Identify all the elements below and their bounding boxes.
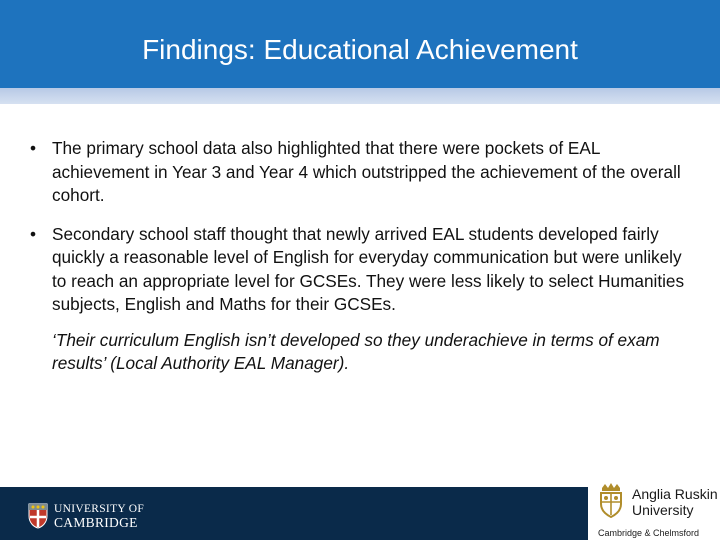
cambridge-logo bbox=[28, 503, 188, 529]
title-divider-stripe bbox=[0, 88, 720, 104]
bullet-marker: • bbox=[30, 223, 37, 244]
bullet-item bbox=[30, 137, 700, 208]
bullet-text: The primary school data also highlighted that there were pockets of EAL achievement in Year 3 and Year 4 which outstripped the achievement of the overall cohort. bbox=[52, 138, 681, 205]
bullet-item bbox=[30, 223, 700, 317]
anglia-ruskin-line1: Anglia Ruskin bbox=[632, 486, 718, 502]
anglia-ruskin-line2: University bbox=[632, 502, 694, 518]
cambridge-line1: UNIVERSITY OF bbox=[54, 503, 145, 515]
anglia-ruskin-logo bbox=[588, 478, 720, 540]
bullet-text: Secondary school staff thought that newly arrived EAL students developed fairly quickly a reasonable level of English for everyday communication but were unlikely to reach an appropriate level for GCSEs. They were less likely to select Humanities subjects, English and Maths for their GCSEs. bbox=[52, 223, 685, 314]
slide-title: Findings: Educational Achievement bbox=[142, 34, 578, 65]
bullet-marker: • bbox=[30, 138, 37, 158]
cambridge-line2: CAMBRIDGE bbox=[54, 515, 138, 530]
anglia-ruskin-crest-icon bbox=[596, 482, 626, 518]
cambridge-shield-icon bbox=[28, 503, 48, 529]
anglia-ruskin-subtitle: Cambridge & Chelmsford bbox=[598, 528, 700, 538]
slide-content bbox=[30, 137, 700, 376]
quote-text: ‘Their curriculum English isn’t developed so they underachieve in terms of exam results’ (Local Authority EAL Manager). bbox=[52, 329, 660, 373]
